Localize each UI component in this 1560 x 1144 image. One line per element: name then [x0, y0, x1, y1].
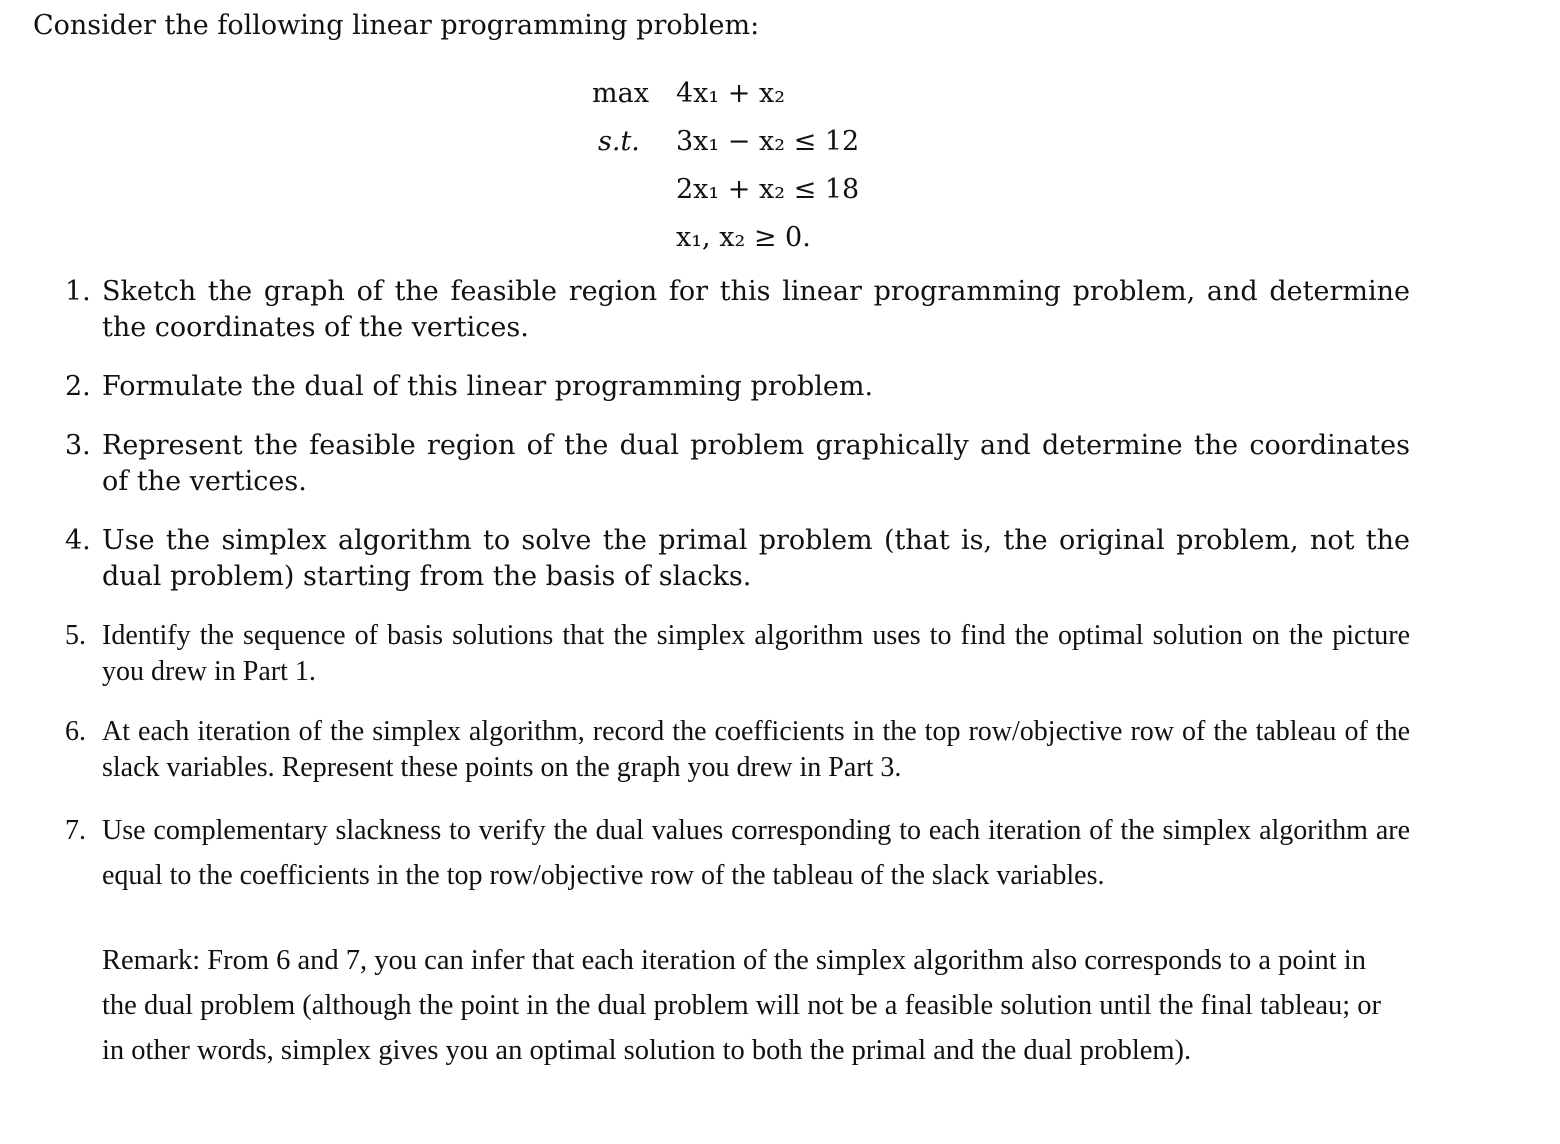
constraint-2: 2x₁ + x₂ ≤ 18	[676, 174, 860, 205]
item-text: Use the simplex algorithm to solve the primal problem (that is, the original problem, not the dual problem) starting from the basis of slacks.	[102, 525, 1410, 592]
item-number: 4.	[65, 525, 91, 556]
item-text: Identify the sequence of basis solutions that the simplex algorithm uses to find the optimal solution on the picture you drew in Part 1.	[102, 620, 1410, 687]
constraint-label: s.t.	[598, 126, 640, 157]
objective-label: max	[592, 78, 649, 109]
constraint-1: 3x₁ − x₂ ≤ 12	[676, 126, 860, 157]
item-text: At each iteration of the simplex algorithm, record the coefficients in the top row/objective row of the tableau of the slack variables. Represent these points on the graph you drew in Part 3.	[102, 716, 1410, 783]
item-number: 3.	[65, 430, 91, 461]
item-number: 6.	[65, 716, 86, 747]
remark-paragraph: Remark: From 6 and 7, you can infer that each iteration of the simplex algorithm also corresponds to a point in the dual problem (although the point in the dual problem will not be a feasible solution until the final tableau; or in other words, simplex gives you an optimal solution to both the primal and the dual problem).	[102, 945, 1382, 1066]
item-number: 5.	[65, 620, 86, 651]
item-text: Represent the feasible region of the dual problem graphically and determine the coordinates of the vertices.	[102, 430, 1410, 497]
item-text: Formulate the dual of this linear programming problem.	[102, 371, 874, 402]
item-text: Use complementary slackness to verify the dual values corresponding to each iteration of the simplex algorithm are equal to the coefficients in the top row/objective row of the tableau of the slack variables.	[102, 815, 1410, 891]
item-number: 1.	[65, 276, 91, 307]
item-number: 2.	[65, 371, 91, 402]
nonnegativity-constraint: x₁, x₂ ≥ 0.	[676, 222, 811, 253]
objective-expression: 4x₁ + x₂	[676, 78, 786, 109]
item-text: Sketch the graph of the feasible region for this linear programming problem, and determine the coordinates of the vertices.	[102, 276, 1410, 343]
item-number: 7.	[65, 815, 86, 846]
intro-text: Consider the following linear programming problem:	[33, 10, 760, 41]
